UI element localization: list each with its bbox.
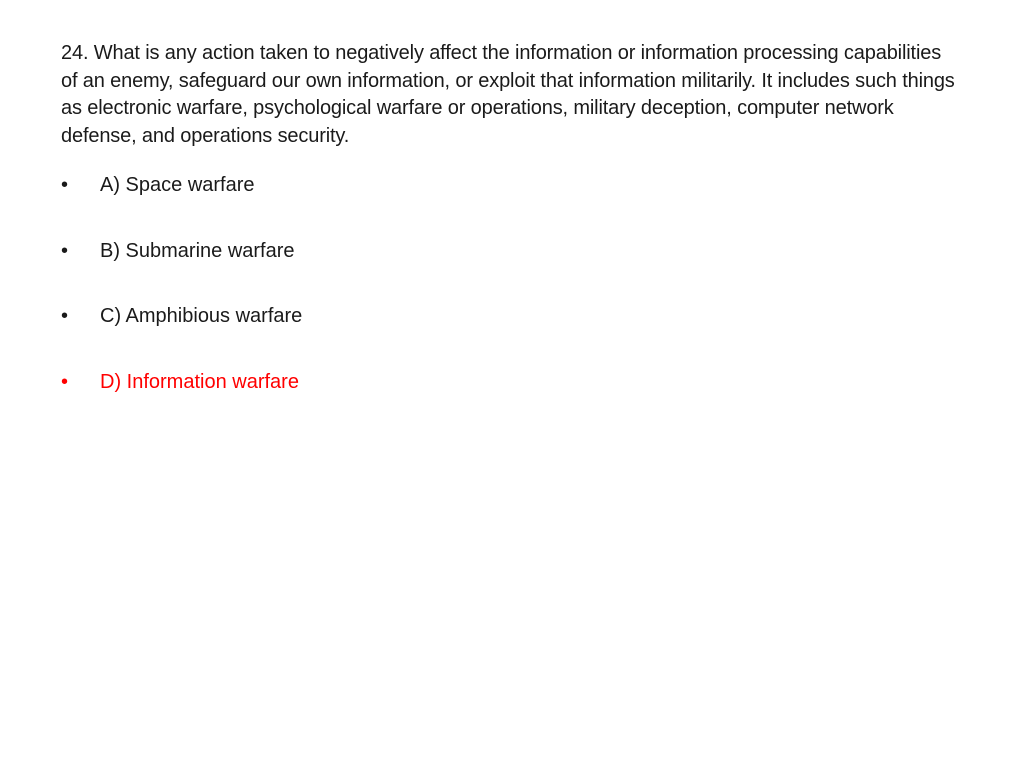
answer-options-list xyxy=(61,172,964,396)
bullet-icon: • xyxy=(61,305,69,327)
option-c-label: C) Amphibious warfare xyxy=(100,305,303,327)
option-a-label: A) Space warfare xyxy=(100,174,255,196)
option-d-correct xyxy=(61,369,964,396)
option-a xyxy=(61,172,964,199)
option-b-label: B) Submarine warfare xyxy=(100,239,295,262)
question-text: 24. What is any action taken to negatively affect the information or information processing capabilities of an enemy, safeguard our own information, or exploit that information militarily. It includes such things as electronic warfare, psychological warfare or operations, military deception, computer network defense, and operations security. xyxy=(61,42,955,147)
bullet-icon: • xyxy=(61,370,69,393)
bullet-icon: • xyxy=(61,239,69,262)
option-d-label: D) Information warfare xyxy=(100,370,299,393)
option-c xyxy=(61,303,964,330)
bullet-icon: • xyxy=(61,174,69,196)
option-b xyxy=(61,238,964,265)
